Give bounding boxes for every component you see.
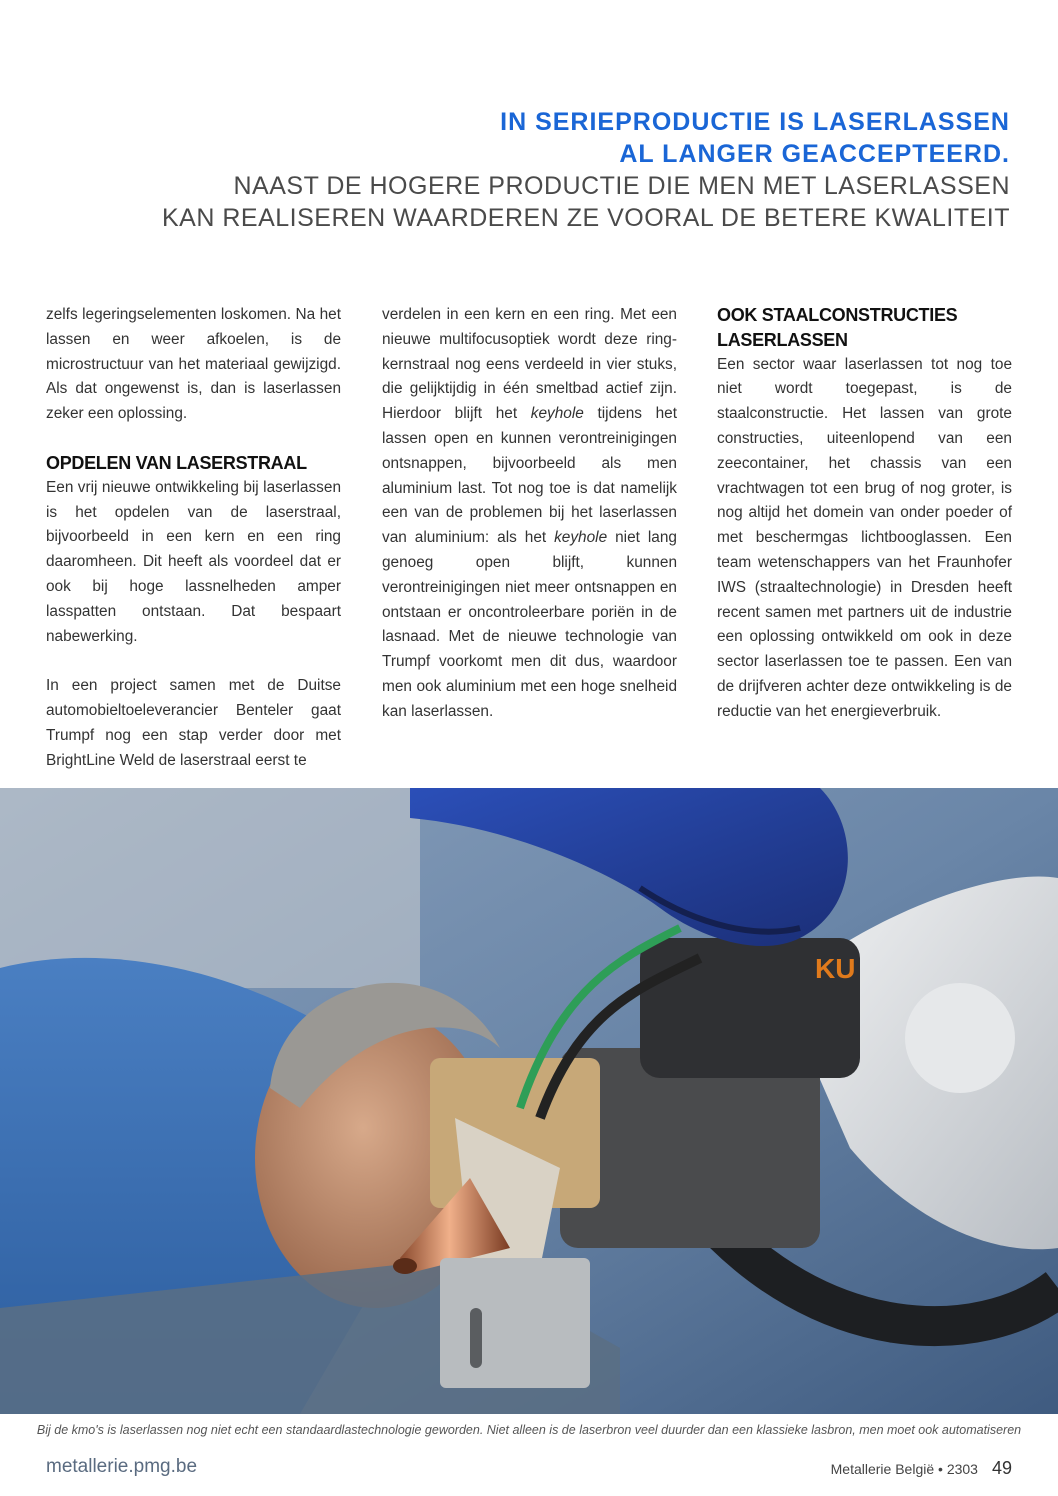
article-column-2 [382, 303, 677, 725]
column2-paragraph-1: verdelen in een kern en een ring. Met een nieuwe multifocusoptiek wordt deze ring-kernstraal nog eens verdeeld in vier stuks, die gelijktijdig in één smeltbad actief zijn. Hierdoor blijft het keyhole tijdens het lassen open en kunnen verontreinigingen ontsnappen, bijvoorbeeld als men aluminium last. Tot nog toe is dat namelijk een van de problemen bij het laserlassen van aluminium: als het keyhole niet lang genoeg open blijft, kunnen verontreinigingen niet meer ontsnappen en ontstaan er oncontroleerbare poriën in de lasnaad. Met de nieuwe technologie van Trumpf voorkomt men dit dus, waardoor men ook aluminium met een hoge snelheid kan laserlassen. [382, 306, 677, 720]
robot-brand-label: KU [815, 953, 856, 984]
section-heading-staalconstructies: OOK STAALCONSTRUCTIES LASERLASSEN [717, 305, 958, 350]
magazine-issue: Metallerie België • 2303 [830, 1461, 978, 1477]
page-number: 49 [991, 1458, 1012, 1478]
column1-paragraph-1: zelfs legeringselementen loskomen. Na het lassen en weer afkoelen, is de microstructuur van het materiaal gewijzigd. Als dat ongewenst is, dan is laserlassen zeker een oplossing. [46, 306, 341, 423]
pull-quote-highlight-line-1: IN SERIEPRODUCTIE IS LASERLASSEN [500, 108, 1010, 136]
pull-quote-subline-1: NAAST DE HOGERE PRODUCTIE DIE MEN MET LASERLASSEN [233, 172, 1010, 200]
website-link[interactable]: metallerie.pmg.be [46, 1456, 198, 1477]
column1-paragraph-3: In een project samen met de Duitse automobieltoeleverancier Benteler gaat Trumpf nog een stap verder door met BrightLine Weld de laserstraal eerst te [46, 677, 341, 769]
article-column-1 [46, 303, 341, 773]
section-heading-opdelen: OPDELEN VAN LASERSTRAAL [46, 452, 307, 473]
article-column-3 [717, 303, 1012, 725]
column3-paragraph-1: Een sector waar laserlassen tot nog toe niet wordt toegepast, is de staalconstructie. Het lassen van grote constructies, uiteenlopend van een zeecontainer, het chassis van een vrachtwagen tot een brug of nog groter, is nog altijd het domein van onder poeder of met beschermgas lichtbooglassen. Een team wetenschappers van het Fraunhofer IWS (straaltechnologie) in Dresden heeft recent samen met partners uit de industrie een oplossing ontwikkeld om ook in deze sector laserlassen toe te passen. Een van de drijfveren achter deze ontwikkeling is de reductie van het energieverbruik. [717, 355, 1012, 720]
pull-quote-subline-2: KAN REALISEREN WAARDEREN ZE VOORAL DE BETERE KWALITEIT [162, 204, 1010, 232]
page-footer [831, 1458, 1012, 1479]
article-photo [0, 788, 1058, 1414]
pull-quote [110, 106, 1010, 234]
column1-paragraph-2: Een vrij nieuwe ontwikkeling bij laserlassen is het opdelen van de laserstraal, bijvoorbeeld in een kern en een ring daaromheen. Dit heeft als voordeel dat er ook bij hoge lassnelheden amper lasspatten ontstaan. Dat bespaart nabewerking. [46, 478, 341, 645]
pull-quote-highlight-line-2: AL LANGER GEACCEPTEERD. [619, 140, 1010, 168]
keyhole-term: keyhole [554, 529, 608, 547]
photo-caption: Bij de kmo's is laserlassen nog niet echt een standaardlastechnologie geworden. Niet alleen is de laserbron veel duurder dan een klassieke lasbron, men moet ook automatiseren [36, 1423, 1022, 1437]
keyhole-term: keyhole [530, 405, 584, 423]
